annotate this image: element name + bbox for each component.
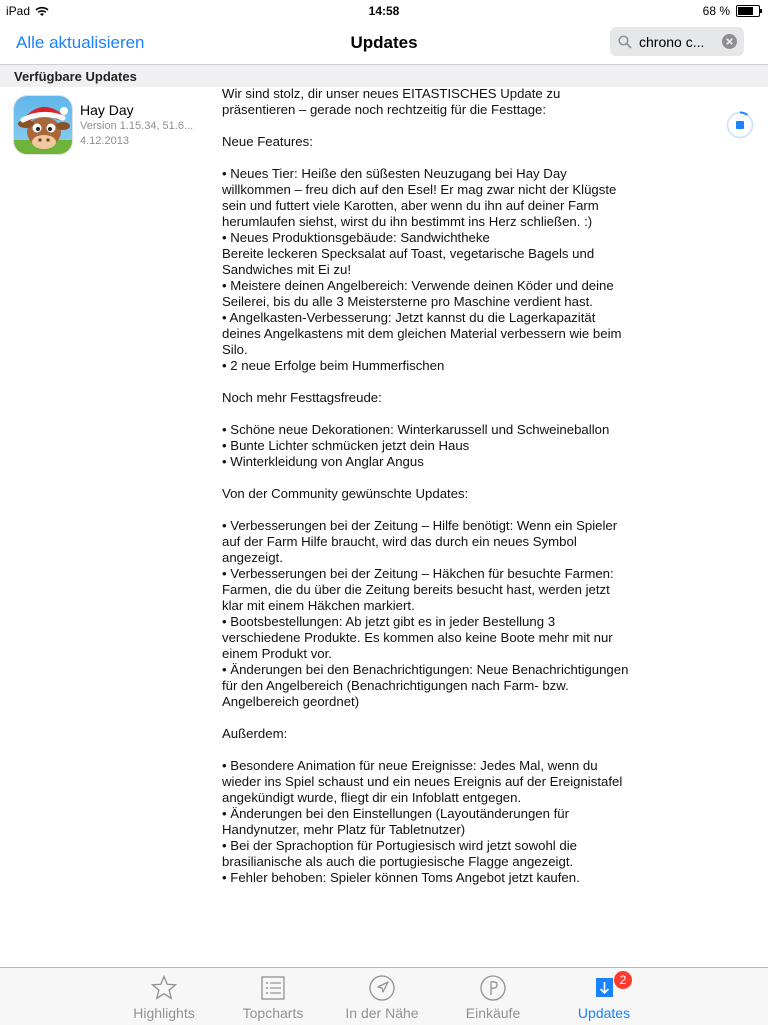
notes-line: Außerdem: — [222, 726, 288, 741]
page-title: Updates — [350, 33, 418, 52]
star-icon — [150, 974, 178, 1002]
clear-search-icon[interactable] — [722, 34, 737, 49]
tab-purchased[interactable] — [443, 968, 543, 1025]
section-title: Verfügbare Updates — [14, 69, 137, 84]
notes-line: • Schöne neue Dekorationen: Winterkarussell und Schweineballon — [222, 422, 610, 437]
notes-line: • Winterkleidung von Anglar Angus — [222, 454, 424, 469]
app-icon[interactable] — [14, 96, 72, 154]
release-notes — [222, 86, 632, 886]
notes-line: Neue Features: — [222, 134, 313, 149]
search-query[interactable]: chrono c... — [639, 33, 705, 50]
notes-line: • Fehler behoben: Spieler können Toms Angebot jetzt kaufen. — [222, 870, 580, 885]
app-date: 4.12.2013 — [80, 135, 129, 147]
notes-spacer — [222, 470, 632, 486]
tab-label-topcharts: Topcharts — [242, 1005, 304, 1021]
notes-line: • Besondere Animation für neue Ereignisse: Jedes Mal, wenn du wieder ins Spiel schaust und ein neues Ereignis auf der Ereignistafel angekündigt wurde, fliegt dir ein Infoblatt entgegen. — [222, 758, 626, 805]
status-bar — [0, 0, 768, 22]
tab-label-purchased: Einkäufe — [465, 1005, 521, 1021]
stop-icon — [736, 121, 744, 129]
section-header — [0, 64, 768, 87]
notes-line: Bereite leckeren Specksalat auf Toast, vegetarische Bagels und Sandwiches mit Ei zu! — [222, 246, 598, 277]
notes-line: • Bunte Lichter schmücken jetzt dein Haus — [222, 438, 470, 453]
notes-spacer — [222, 374, 632, 390]
search-field[interactable] — [610, 27, 744, 56]
battery-percent: 68 % — [702, 4, 730, 18]
notes-line: • Angelkasten-Verbesserung: Jetzt kannst du die Lagerkapazität deines Angelkastens mit dem gleichen Material verbessern wie beim Silo. — [222, 310, 626, 357]
status-right — [703, 4, 760, 18]
tab-highlights[interactable] — [114, 968, 214, 1025]
notes-spacer — [222, 150, 632, 166]
notes-line: Wir sind stolz, dir unser neues EITASTISCHES Update zu präsentieren – gerade noch rechtzeitig für die Festtage: — [222, 86, 565, 117]
notes-line: • Bootsbestellungen: Ab jetzt gibt es in jeder Bestellung 3 verschiedene Produkte. Es kommen also keine Boote mehr mit nur einem Produkt vor. — [222, 614, 617, 661]
list-icon — [259, 974, 287, 1002]
notes-line: Von der Community gewünschte Updates: — [222, 486, 469, 501]
notes-line: • 2 neue Erfolge beim Hummerfischen — [222, 358, 445, 373]
battery-icon — [736, 5, 760, 17]
notes-line: • Verbesserungen bei der Zeitung – Häkchen für besuchte Farmen: Farmen, die du über die Zeitung bereits besucht hast, werden jetzt klar mit einem Häkchen markiert. — [222, 566, 618, 613]
tab-topcharts[interactable] — [223, 968, 323, 1025]
location-icon — [368, 974, 396, 1002]
tab-updates[interactable] — [554, 968, 654, 1025]
notes-line: • Neues Tier: Heiße den süßesten Neuzugang bei Hay Day willkommen – freu dich auf den Esel! Er mag zwar nicht der Klügste sein und futtert viele Karotten, aber wenn du ihn auf deiner Farm herumlaufen siehst, wirst du ihn bestimmt ins Herz schließen. :) — [222, 166, 621, 229]
tab-nearby[interactable] — [332, 968, 432, 1025]
notes-line: • Änderungen bei den Benachrichtigungen: Neue Benachrichtigungen für den Angelbereich (Benachrichtigungen nach Farm- bzw. Angelbereich geordnet) — [222, 662, 633, 709]
notes-line: Noch mehr Festtagsfreude: — [222, 390, 382, 405]
update-all-button[interactable]: Alle aktualisieren — [16, 33, 145, 52]
search-icon — [618, 35, 632, 49]
tab-label-nearby: In der Nähe — [345, 1005, 419, 1021]
app-name: Hay Day — [80, 102, 134, 118]
tab-bar — [0, 967, 768, 1025]
app-version: Version 1.15.34, 51.6... — [80, 120, 194, 132]
notes-line: • Bei der Sprachoption für Portugiesisch wird jetzt sowohl die brasilianische als auch die portugiesische Flagge angezeigt. — [222, 838, 581, 869]
purchased-icon — [479, 974, 507, 1002]
notes-line: • Änderungen bei den Einstellungen (Layoutänderungen für Handynutzer, mehr Platz für Tabletnutzer) — [222, 806, 573, 837]
notes-line: • Verbesserungen bei der Zeitung – Hilfe benötigt: Wenn ein Spieler auf der Farm Hilfe braucht, wird das durch ein neues Symbol angezeigt. — [222, 518, 621, 565]
notes-line: • Meistere deinen Angelbereich: Verwende deinen Köder und deine Seilerei, bis du alle 3 Meistersterne pro Maschine verdient hast. — [222, 278, 618, 309]
notes-spacer — [222, 710, 632, 726]
notes-spacer — [222, 502, 632, 518]
tab-label-updates: Updates — [577, 1005, 631, 1021]
notes-spacer — [222, 742, 632, 758]
status-time: 14:58 — [368, 4, 400, 18]
notes-spacer — [222, 118, 632, 134]
cow-with-santa-hat-icon — [14, 96, 72, 154]
notes-spacer — [222, 406, 632, 422]
device-name: iPad — [6, 4, 31, 18]
notes-line: • Neues Produktionsgebäude: Sandwichtheke — [222, 230, 490, 245]
navigation-bar — [0, 22, 768, 64]
tab-label-highlights: Highlights — [133, 1005, 195, 1021]
download-progress-button[interactable] — [725, 110, 755, 140]
updates-badge: 2 — [614, 971, 632, 989]
